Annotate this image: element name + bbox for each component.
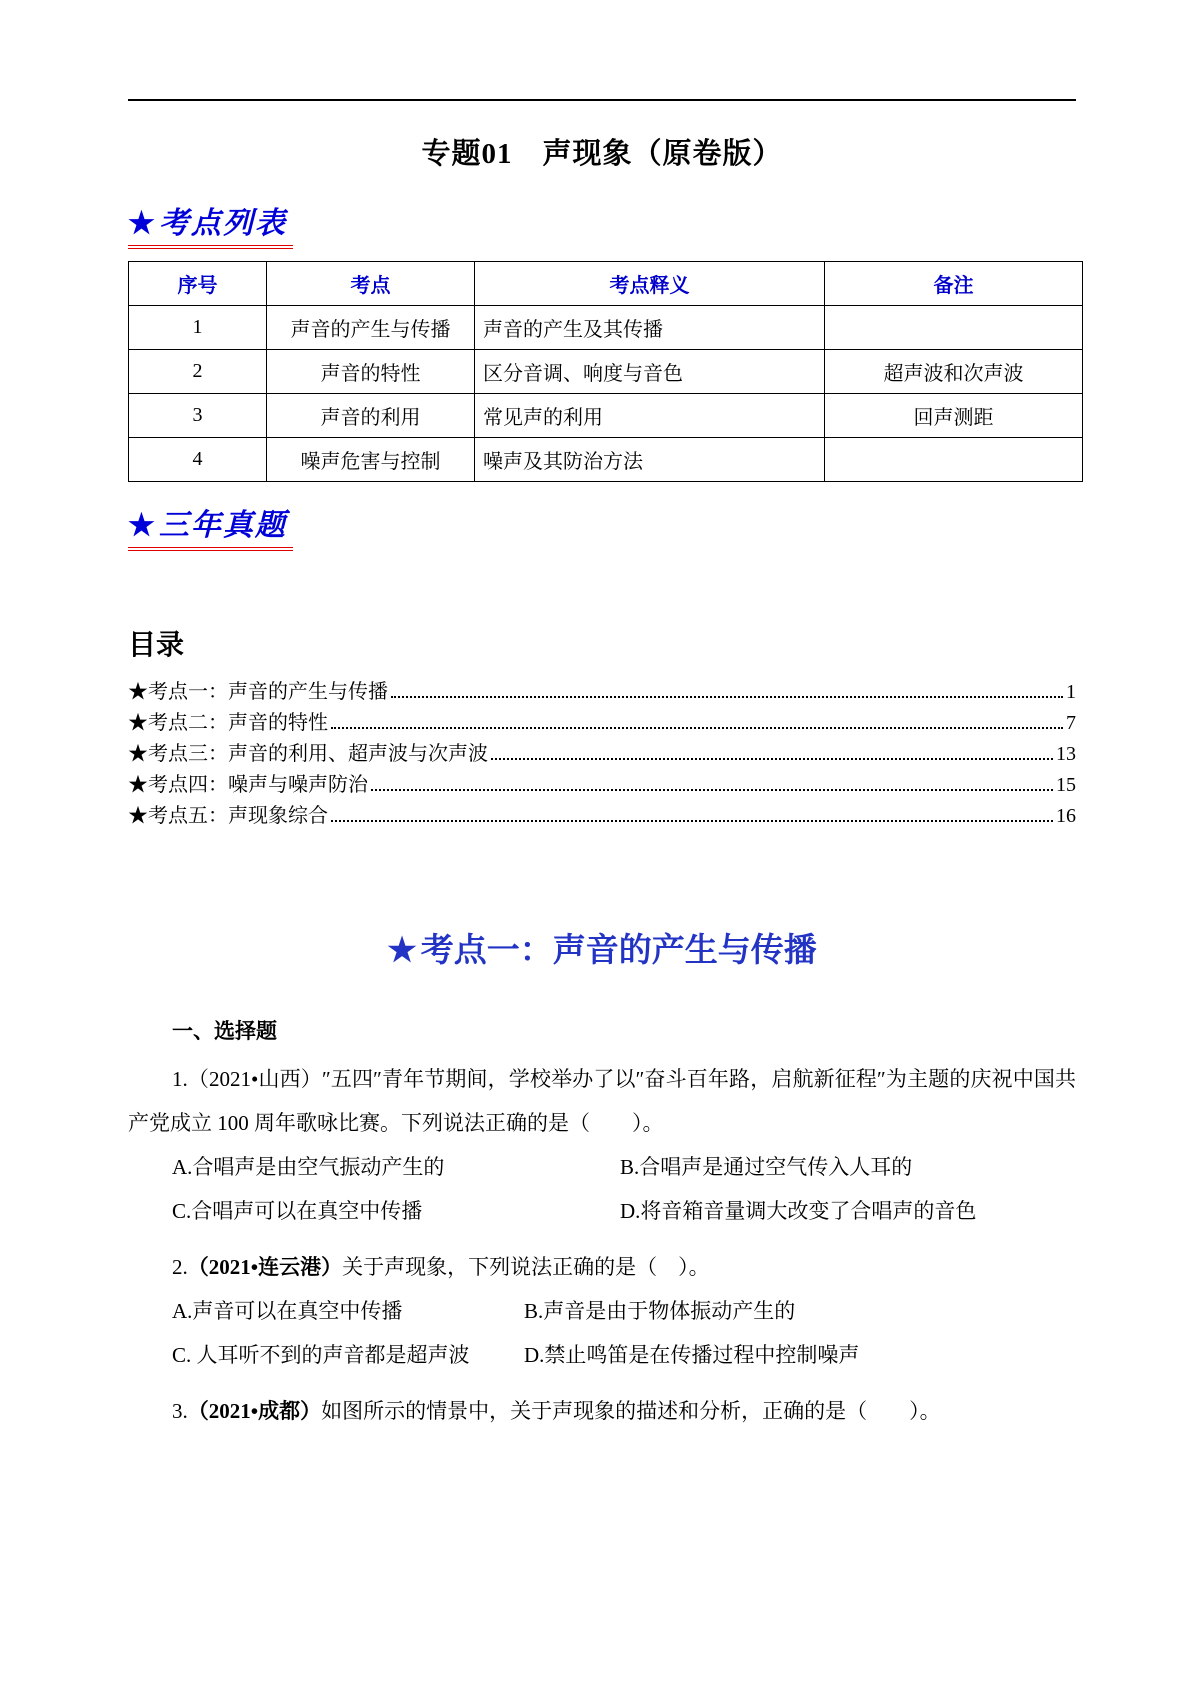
header-rule (128, 99, 1076, 101)
table-header-number: 序号 (129, 262, 267, 306)
cell-description: 常见声的利用 (475, 394, 825, 438)
toc-entry-page: 7 (1066, 712, 1076, 734)
toc-entry-3[interactable] (128, 739, 1076, 770)
question-source: （2021•成都） (187, 1399, 322, 1423)
cell-point: 声音的特性 (267, 350, 475, 394)
cell-number: 1 (129, 306, 267, 350)
option-d: D.将音箱音量调大改变了合唱声的音色 (620, 1199, 977, 1223)
toc-entry-5[interactable] (128, 801, 1076, 832)
toc-entry-page: 13 (1056, 743, 1076, 765)
cell-number: 4 (129, 438, 267, 482)
question-number: 3. (172, 1399, 188, 1423)
exam-points-list-heading-wrap (128, 198, 1076, 249)
toc-leader-dots (331, 727, 1063, 729)
question-1-stem (128, 1057, 1076, 1145)
cell-description: 声音的产生及其传播 (475, 306, 825, 350)
option-b: B.合唱声是通过空气传入人耳的 (620, 1155, 913, 1179)
question-source: （2021•连云港） (187, 1255, 343, 1279)
table-row (129, 306, 1083, 350)
question-1-options-ab (128, 1145, 1076, 1189)
cell-number: 3 (129, 394, 267, 438)
question-body: 如图所示的情景中，关于声现象的描述和分析，正确的是（ ）。 (321, 1399, 941, 1423)
star-icon: ★ (387, 933, 417, 969)
three-years-heading-wrap (128, 500, 1076, 551)
toc-entry-label: ★考点三：声音的利用、超声波与次声波 (128, 743, 488, 765)
cell-note (825, 438, 1083, 482)
cell-note (825, 306, 1083, 350)
exam-points-list-label: 考点列表 (158, 207, 287, 240)
cell-point: 声音的产生与传播 (267, 306, 475, 350)
toc-entry-page: 16 (1056, 805, 1076, 827)
question-number: 2. (172, 1255, 188, 1279)
toc-list (128, 677, 1076, 832)
toc-entry-1[interactable] (128, 677, 1076, 708)
cell-number: 2 (129, 350, 267, 394)
star-icon: ★ (128, 207, 157, 240)
toc-entry-2[interactable] (128, 708, 1076, 739)
question-source: （2021•山西） (187, 1067, 322, 1091)
table-header-note: 备注 (825, 262, 1083, 306)
option-a: A.声音可以在真空中传播 (172, 1299, 403, 1323)
question-2-options-ab (128, 1289, 1076, 1333)
exam-points-table (128, 261, 1083, 482)
section-1-heading (128, 924, 1076, 971)
table-row (129, 350, 1083, 394)
toc-entry-label: ★考点二：声音的特性 (128, 712, 328, 734)
question-2-options-cd (128, 1333, 1076, 1377)
table-header-description: 考点释义 (475, 262, 825, 306)
option-c: C. 人耳听不到的声音都是超声波 (172, 1343, 470, 1367)
toc-entry-page: 15 (1056, 774, 1076, 796)
cell-note: 回声测距 (825, 394, 1083, 438)
toc-entry-page: 1 (1066, 681, 1076, 703)
exam-points-list-heading (128, 198, 293, 249)
question-body: 关于声现象，下列说法正确的是（ ）。 (342, 1255, 710, 1279)
table-header-point: 考点 (267, 262, 475, 306)
question-number: 1. (172, 1067, 188, 1091)
toc-leader-dots (491, 758, 1053, 760)
option-d: D.禁止鸣笛是在传播过程中控制噪声 (524, 1343, 860, 1367)
toc-title: 目录 (128, 630, 185, 661)
toc-leader-dots (331, 820, 1053, 822)
option-a: A.合唱声是由空气振动产生的 (172, 1155, 445, 1179)
cell-point: 噪声危害与控制 (267, 438, 475, 482)
cell-description: 噪声及其防治方法 (475, 438, 825, 482)
question-2-stem (128, 1245, 1076, 1289)
toc-entry-label: ★考点四：噪声与噪声防治 (128, 774, 368, 796)
question-body: ″五四″青年节期间，学校举办了以″奋斗百年路，启航新征程″为主题的庆祝中国共产党成立 100 周年歌咏比赛。下列说法正确的是（ ）。 (128, 1067, 1077, 1135)
question-1-options-cd (128, 1189, 1076, 1233)
subsection-choice-questions: 一、选择题 (172, 1019, 277, 1043)
cell-point: 声音的利用 (267, 394, 475, 438)
table-header-row (129, 262, 1083, 306)
table-row (129, 438, 1083, 482)
question-3-stem (128, 1389, 1076, 1433)
section-1-title: 考点一：声音的产生与传播 (420, 933, 817, 969)
three-years-label: 三年真题 (158, 509, 287, 542)
cell-description: 区分音调、响度与音色 (475, 350, 825, 394)
three-years-heading (128, 500, 293, 551)
toc-entry-label: ★考点五：声现象综合 (128, 805, 328, 827)
option-c: C.合唱声可以在真空中传播 (172, 1199, 423, 1223)
cell-note: 超声波和次声波 (825, 350, 1083, 394)
toc-leader-dots (391, 696, 1063, 698)
option-b: B.声音是由于物体振动产生的 (524, 1299, 796, 1323)
toc-entry-4[interactable] (128, 770, 1076, 801)
star-icon: ★ (128, 509, 157, 542)
toc-leader-dots (371, 789, 1053, 791)
table-row (129, 394, 1083, 438)
toc-entry-label: ★考点一：声音的产生与传播 (128, 681, 388, 703)
page-title: 专题01 声现象（原卷版） (421, 138, 783, 170)
